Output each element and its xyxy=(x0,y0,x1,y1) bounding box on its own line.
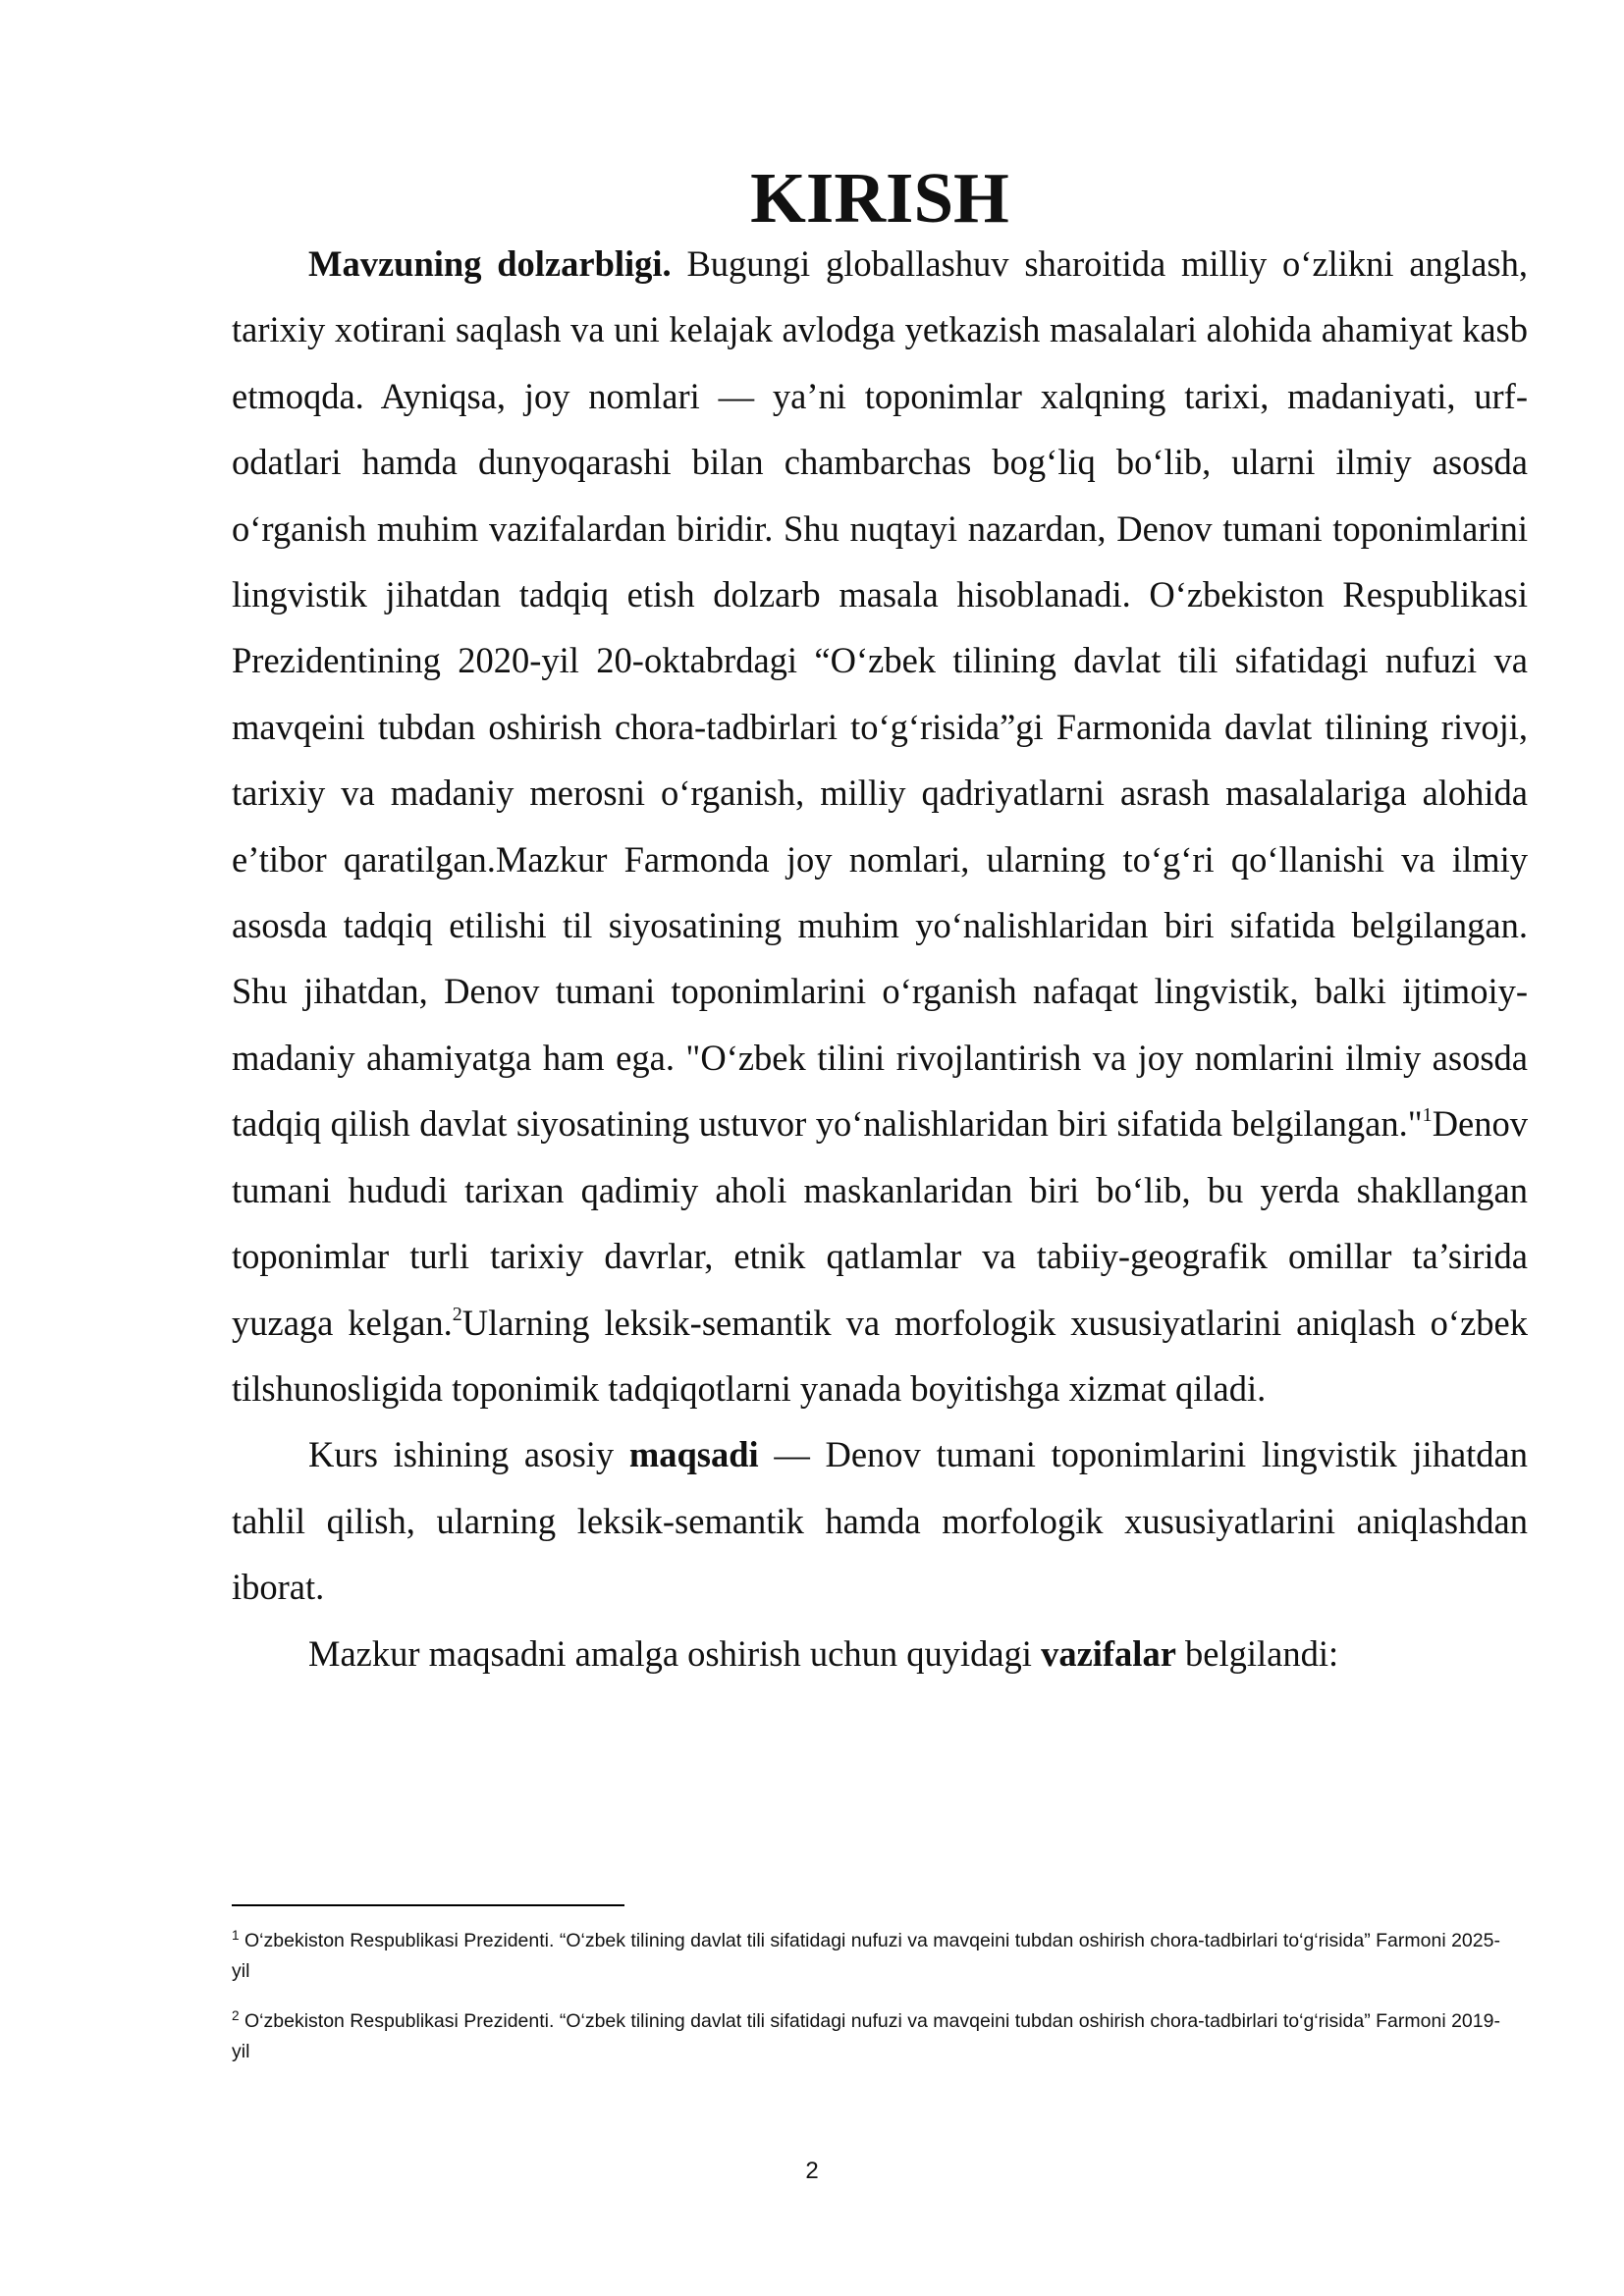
tasks-paragraph xyxy=(232,1621,1528,1686)
footnote-ref-2[interactable]: 2 xyxy=(452,1303,462,1325)
goal-keyword: maqsadi xyxy=(628,1434,759,1475)
body-text xyxy=(232,158,1528,1686)
goal-pre: Kurs ishining asosiy xyxy=(308,1434,629,1475)
tasks-post: belgilandi: xyxy=(1175,1632,1339,1674)
page-number: 2 xyxy=(805,2158,819,2184)
footnote-separator xyxy=(232,1904,624,1906)
footnote-ref-1[interactable]: 1 xyxy=(1422,1104,1433,1127)
relevance-text-c: Ularning leksik-semantik va morfologik xususiyatlarini aniqlash o‘zbek tilshunosligida toponimik tadqiqotlarni yanada boyitishga xizmat qiladi. xyxy=(232,1302,1528,1409)
footnotes xyxy=(232,1926,1518,2087)
footnote-number: 1 xyxy=(232,1928,240,1944)
tasks-keyword: vazifalar xyxy=(1041,1632,1176,1674)
relevance-text-a: Bugungi globallashuv sharoitida milliy o‘zlikni anglash, tarixiy xotirani saqlash va uni kelajak avlodga yetkazish masalalari alohida ahamiyat kasb etmoqda. Ayniqsa, joy nomlari — ya’ni toponimlar xalqning tarixi, madaniyati, urf-odatlari hamda dunyoqarashi bilan chambarchas bog‘liq bo‘lib, ularni ilmiy asosda o‘rganish muhim vazifalardan biridir. Shu nuqtayi nazardan, Denov tumani toponimlarini lingvistik jihatdan tadqiq etish dolzarb masala hisoblanadi. O‘zbekiston Respublikasi Prezidentining 2020-yil 20-oktabrdagi “O‘zbek tilining davlat tili sifatidagi nufuzi va mavqeini tubdan oshirish chora-tadbirlari to‘g‘risida”gi Farmonida davlat tilining rivoji, tarixiy va madaniy merosni o‘rganish, milliy qadriyatlarni asrash masalalariga alohida e’tibor qaratilgan.Mazkur Farmonda joy nomlari, ularning to‘g‘ri qo‘llanishi va ilmiy asosda tadqiq etilishi til siyosatining muhim yo‘nalishlaridan biri sifatida belgilangan. Shu jihatdan, Denov tumani toponimlarini o‘rganish nafaqat lingvistik, balki ijtimoiy-madaniy ahamiyatga ham ega. "O‘zbek tilini rivojlantirish va joy nomlarini ilmiy asosda tadqiq qilish davlat siyosatining ustuvor yo‘nalishlaridan biri sifatida belgilangan." xyxy=(232,243,1528,1145)
footnote-1 xyxy=(232,1926,1518,1987)
relevance-lead: Mavzuning dolzarbligi. xyxy=(308,243,672,284)
footnote-number: 2 xyxy=(232,2008,240,2024)
goal-paragraph xyxy=(232,1421,1528,1620)
relevance-text-b: Denov tumani hududi tarixan qadimiy aholi maskanlaridan biri bo‘lib, bu yerda shakllangan toponimlar turli tarixiy davrlar, etnik qatlamlar va tabiiy-geografik omillar ta’sirida yuzaga kelgan. xyxy=(232,1103,1528,1343)
tasks-pre: Mazkur maqsadni amalga oshirish uchun quyidagi xyxy=(308,1632,1042,1674)
footnote-text: O‘zbekiston Respublikasi Prezidenti. “O‘zbek tilining davlat tili sifatidagi nufuzi va mavqeini tubdan oshirish chora-tadbirlari to‘g‘risida” Farmoni 2025-yil xyxy=(232,1930,1500,1982)
footnote-text: O‘zbekiston Respublikasi Prezidenti. “O‘zbek tilining davlat tili sifatidagi nufuzi va mavqeini tubdan oshirish chora-tadbirlari to‘g‘risida” Farmoni 2019-yil xyxy=(232,2010,1500,2062)
relevance-paragraph xyxy=(232,231,1528,1421)
goal-post: — Denov tumani toponimlarini lingvistik jihatdan tahlil qilish, ularning leksik-semantik hamda morfologik xususiyatlarini aniqlashdan iborat. xyxy=(232,1434,1528,1608)
footnote-2 xyxy=(232,2006,1518,2067)
section-heading: KIRISH xyxy=(750,158,1009,238)
